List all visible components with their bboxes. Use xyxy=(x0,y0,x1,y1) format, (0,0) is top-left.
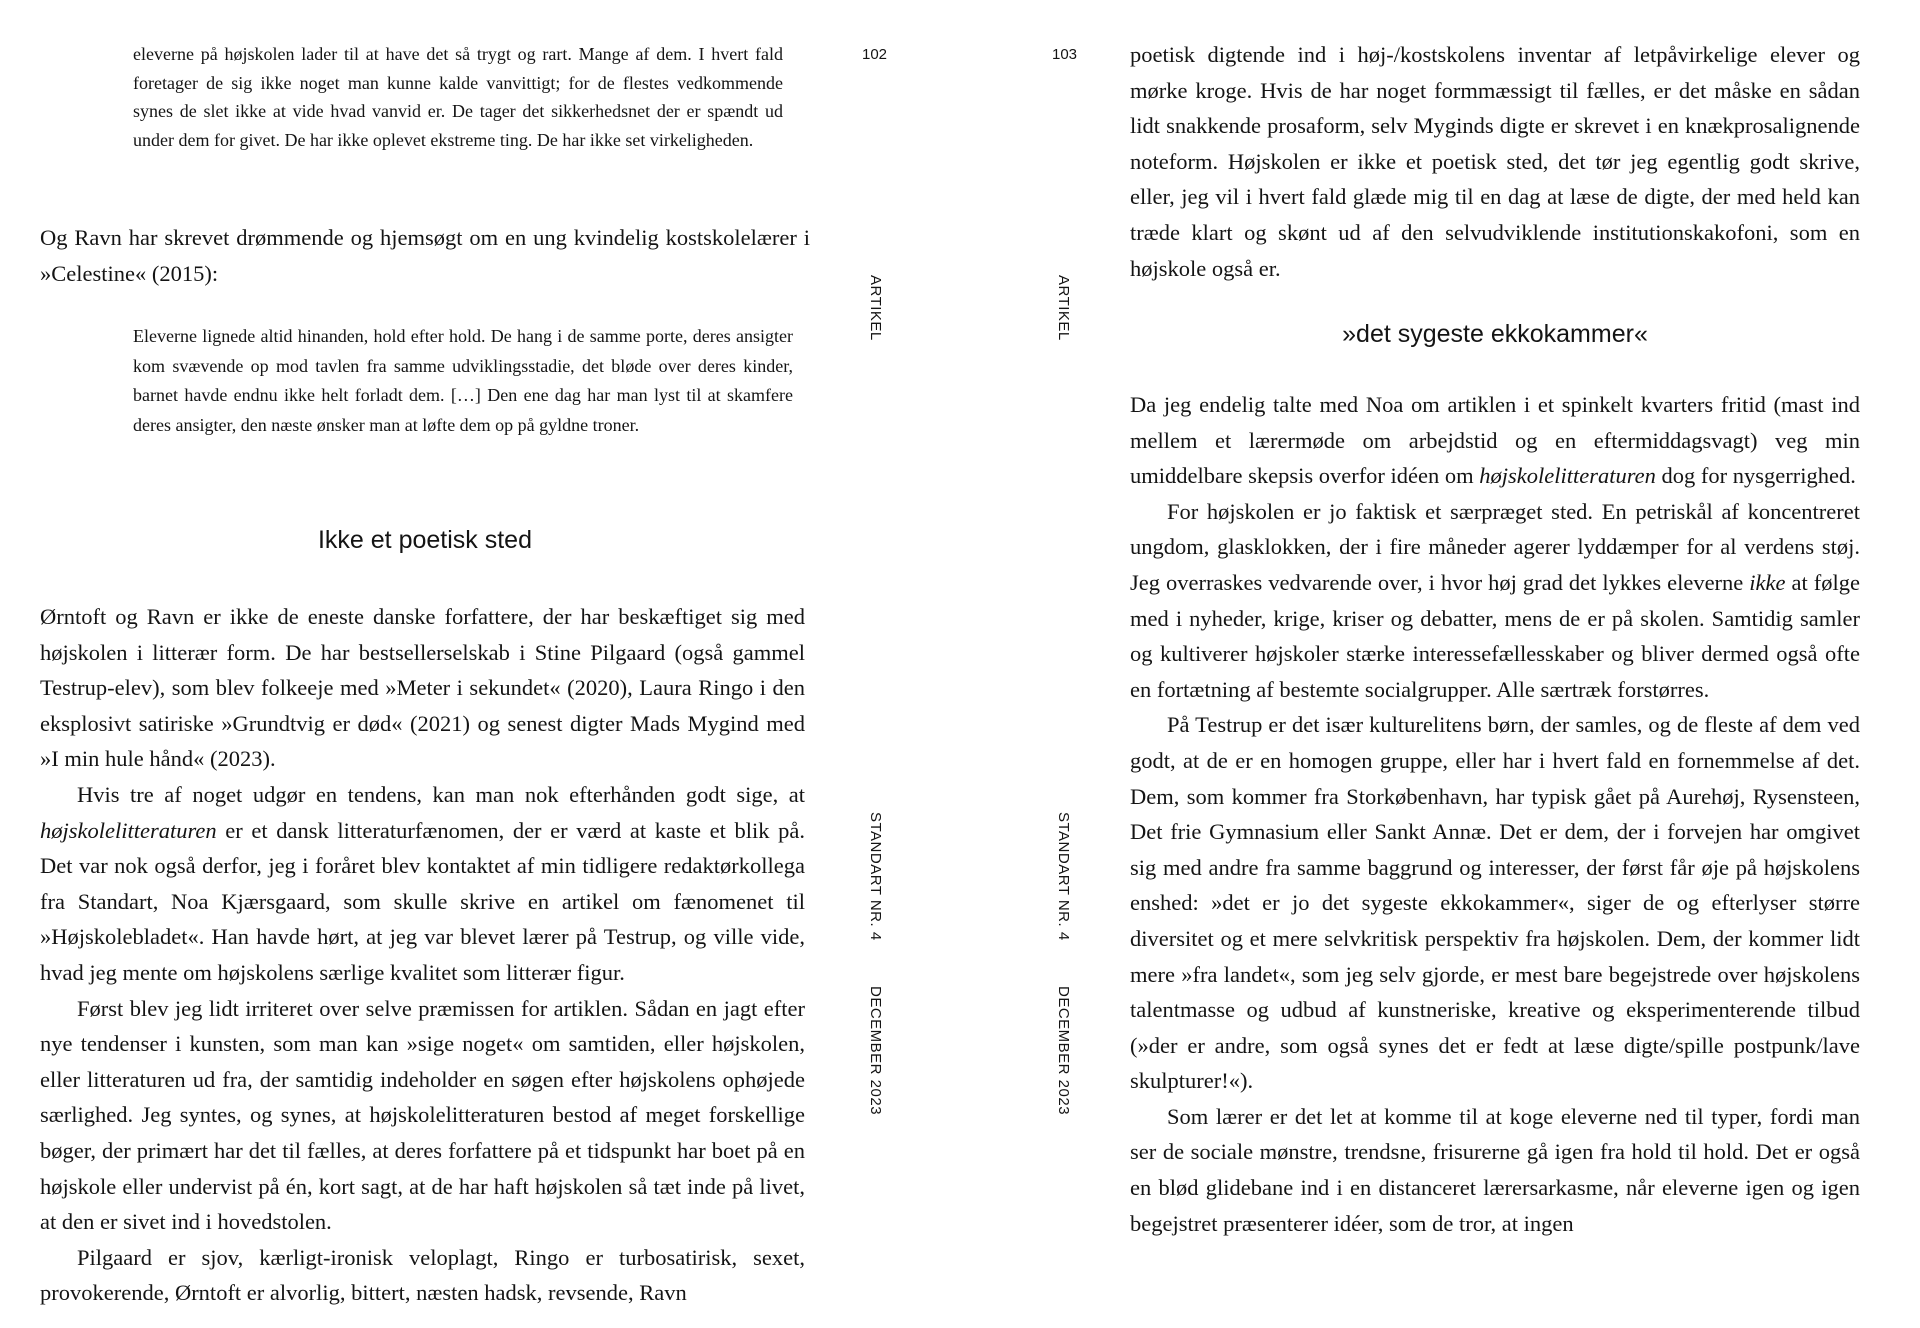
running-section-label: ARTIKEL xyxy=(1055,275,1072,341)
quote-intro-paragraph xyxy=(40,220,810,291)
paragraph: Pilgaard er sjov, kærligt-ironisk veloplagt, Ringo er turbosatirisk, sexet, provokerende, Ørntoft er alvorlig, bittert, næsten hadsk, revsende, Ravn xyxy=(40,1244,805,1306)
body-text xyxy=(1130,387,1860,1241)
running-date-label: DECEMBER 2023 xyxy=(867,986,884,1116)
paragraph: For højskolen er jo faktisk et særpræget sted. En petriskål af koncentreret ungdom, glasklokken, der i fire måneder agerer lyddæmper for al verdens støj. Jeg overraskes vedvarende over, i hvor høj grad det lykkes eleverne ikke at følge med i nyheder, krige, kriser og debatter, mens de er på skolen. Samtidig samler og kultiverer højskoler stærke interessefællesskaber og bliver dermed også ofte en fortætning af bestemte socialgrupper. Alle særtræk forstørres. xyxy=(1130,498,1860,702)
paragraph: Først blev jeg lidt irriteret over selve præmissen for artiklen. Sådan en jagt efter nye tendenser i kunsten, som man kan »sige noget« om samtiden, eller højskolen, eller litteraturen ud fra, der samtidig indeholder en søgen efter højskolens ophøjede særlighed. Jeg syntes, og synes, at højskolelitteraturen bestod af meget forskellige bøger, der primært har det til fælles, at deres forfattere på et tidspunkt har boet på en højskole eller undervist på én, kort sagt, at de har haft højskolen så tæt inde på livet, at den er sivet ind i hovedstolen. xyxy=(40,995,805,1235)
block-quote: Eleverne lignede altid hinanden, hold efter hold. De hang i de samme porte, deres ansigter kom svævende op mod tavlen fra samme udviklingsstadie, det bløde over deres kinder, barnet havde endnu ikke helt forladt dem. […] Den ene dag har man lyst til at skamfere deres ansigter, den næste ønsker man at løfte dem op på gyldne troner. xyxy=(133,326,793,435)
paragraph: poetisk digtende ind i høj-/kostskolens inventar af letpåvirkelige elever og mørke kroge. Hvis de har noget formmæssigt til fælles, er det måske en sådan lidt snakkende prosaform, selv Myginds digte er skrevet i en knækprosalignende noteform. Højskolen er ikke et poetisk sted, det tør jeg egentlig godt skrive, eller, jeg vil i hvert fald glæde mig til en dag at læse de digte, der med held kan træde klart og skønt ud af den selvudviklende institutionskakofoni, som en højskole også er. xyxy=(1130,42,1860,281)
page-number: 102 xyxy=(862,46,888,63)
running-date-label: DECEMBER 2023 xyxy=(1055,986,1072,1116)
paragraph: Hvis tre af noget udgør en tendens, kan man nok efterhånden godt sige, at højskolelitteraturen er et dansk litteraturfænomen, der er værd at kaste et blik på. Det var nok også derfor, jeg i foråret blev kontaktet af min tidligere redaktørkollega fra Standart, Noa Kjærsgaard, som skulle skrive en artikel om fænomenet til »Højskolebladet«. Han havde hørt, at jeg var blevet lærer på Testrup, og ville vide, hvad jeg mente om højskolens særlige kvalitet som litterær figur. xyxy=(40,781,805,985)
emphasis: ikke xyxy=(1749,569,1786,595)
emphasis: højskolelitteraturen xyxy=(1479,463,1656,489)
body-text xyxy=(40,599,805,1311)
paragraph: Ørntoft og Ravn er ikke de eneste danske forfattere, der har beskæftiget sig med højskolen i litterær form. De har bestsellerselskab i Stine Pilgaard (også gammel Testrup-elev), som blev folkeeje med »Meter i sekundet« (2020), Laura Ringo i den eksplosivt satiriske »Grundtvig er død« (2021) og senest digter Mads Mygind med »I min hule hånd« (2023). xyxy=(40,604,805,772)
section-heading: »det sygeste ekkokammer« xyxy=(1342,320,1648,348)
paragraph: Da jeg endelig talte med Noa om artiklen i et spinkelt kvarters fritid (mast ind mellem et lærermøde om arbejdstid og en eftermiddagsvagt) veg min umiddelbare skepsis overfor idéen om højskolelitteraturen dog for nysgerrighed. xyxy=(1130,392,1860,489)
paragraph: Som lærer er det let at komme til at koge eleverne ned til typer, fordi man ser de sociale mønstre, trendsne, frisurerne gå igen fra hold til hold. Det er også en blød glidebane ind i en distanceret lærersarkasme, når eleverne igen og igen begejstret præsenterer idéer, som de tror, at ingen xyxy=(1130,1103,1860,1236)
section-heading: Ikke et poetisk sted xyxy=(317,526,532,554)
running-issue-label: STANDART NR. 4 xyxy=(1055,812,1072,941)
body-text xyxy=(1130,37,1860,286)
running-section-label: ARTIKEL xyxy=(867,275,884,341)
page-number: 103 xyxy=(1052,46,1078,63)
running-issue-label: STANDART NR. 4 xyxy=(867,812,884,941)
paragraph: Og Ravn har skrevet drømmende og hjemsøgt om en ung kvindelig kostskolelærer i »Celestine« (2015): xyxy=(40,225,810,286)
block-quote: eleverne på højskolen lader til at have det så trygt og rart. Mange af dem. I hvert fald foretager de sig ikke noget man kunne kalde vanvittigt; for de flestes vedkommende synes de slet ikke at vide hvad vanvid er. De tager det sikkerhedsnet der er spændt ud under dem for givet. De har ikke oplevet ekstreme ting. De har ikke set virkeligheden. xyxy=(133,44,783,150)
right-page xyxy=(960,0,1920,1328)
paragraph: På Testrup er det især kulturelitens børn, der samles, og de fleste af dem ved godt, at de er en homogen gruppe, eller har i hvert fald en fornemmelse af det. Dem, som kommer fra Storkøbenhavn, har typisk gået på Aurehøj, Rysensteen, Det frie Gymnasium eller Sankt Annæ. Det er dem, der i forvejen har omgivet sig med andre fra samme baggrund og interesser, der først får øje på højskolens enshed: »det er jo det sygeste ekkokammer«, siger de og efterlyser større diversitet og et mere selvkritisk perspektiv fra højskolen. Dem, der kommer lidt mere »fra landet«, som jeg selv gjorde, er mest bare begejstrede over højskolens talentmasse og udbud af kunstneriske, kreative og eksperimenterende tilbud (»der er andre, som også synes det er fedt at læse digte/spille postpunk/lave skulpturer!«). xyxy=(1130,712,1860,1094)
emphasis: højskolelitteraturen xyxy=(40,817,217,843)
